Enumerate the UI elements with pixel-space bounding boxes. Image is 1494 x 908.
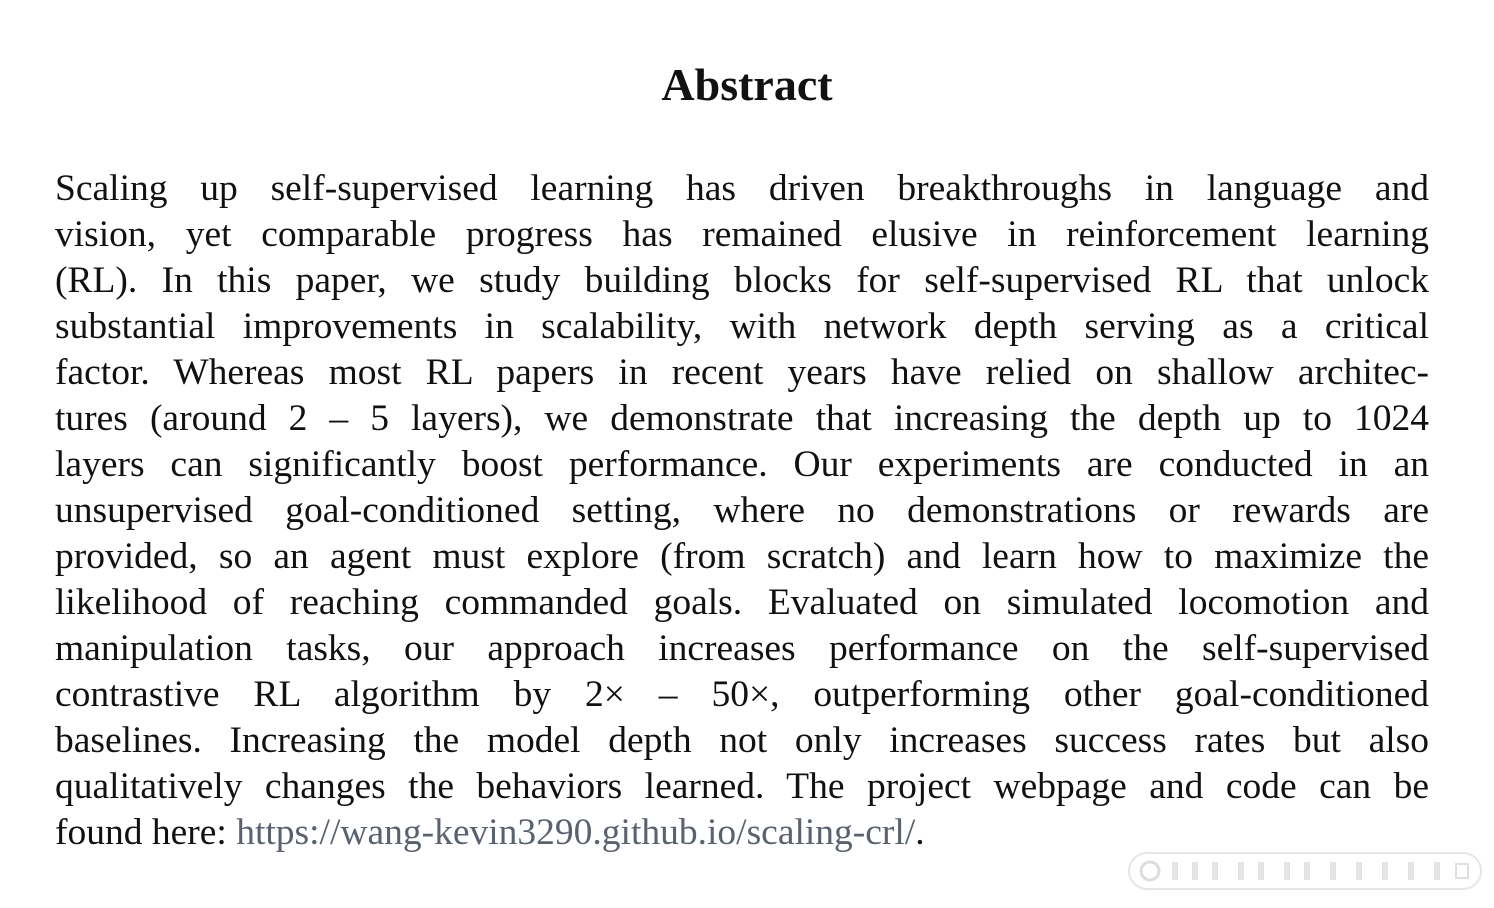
abstract-line: tures (around 2 – 5 layers), we demonstrate that increasing the depth up to 1024 <box>55 398 1429 439</box>
abstract-line: Scaling up self-supervised learning has driven breakthroughs in language and <box>55 168 1429 209</box>
abstract-line: likelihood of reaching commanded goals. Evaluated on simulated locomotion and <box>55 582 1429 623</box>
abstract-last-line <box>55 810 1429 856</box>
project-webpage-link[interactable]: https://wang-kevin3290.github.io/scaling-crl/ <box>236 812 916 853</box>
abstract-title: Abstract <box>661 59 833 110</box>
abstract-line: contrastive RL algorithm by 2× – 50×, outperforming other goal-conditioned <box>55 674 1429 715</box>
abstract-line: layers can significantly boost performance. Our experiments are conducted in an <box>55 444 1429 485</box>
abstract-line: vision, yet comparable progress has remained elusive in reinforcement learning <box>55 214 1429 255</box>
abstract-line: provided, so an agent must explore (from scratch) and learn how to maximize the <box>55 536 1429 577</box>
abstract-line: factor. Whereas most RL papers in recent years have relied on shallow architec- <box>55 352 1429 393</box>
abstract-line: (RL). In this paper, we study building blocks for self-supervised RL that unlock <box>55 260 1429 301</box>
abstract-line: substantial improvements in scalability, with network depth serving as a critical <box>55 306 1429 347</box>
abstract-line: baselines. Increasing the model depth not only increases success rates but also <box>55 720 1429 761</box>
abstract-line: qualitatively changes the behaviors learned. The project webpage and code can be <box>55 766 1429 807</box>
link-suffix: . <box>915 812 925 853</box>
link-prefix: found here: <box>55 812 237 853</box>
watermark-logo-icon <box>1128 852 1482 890</box>
abstract-line: unsupervised goal-conditioned setting, where no demonstrations or rewards are <box>55 490 1429 531</box>
abstract-line: manipulation tasks, our approach increases performance on the self-supervised <box>55 628 1429 669</box>
abstract-body <box>55 166 1429 856</box>
